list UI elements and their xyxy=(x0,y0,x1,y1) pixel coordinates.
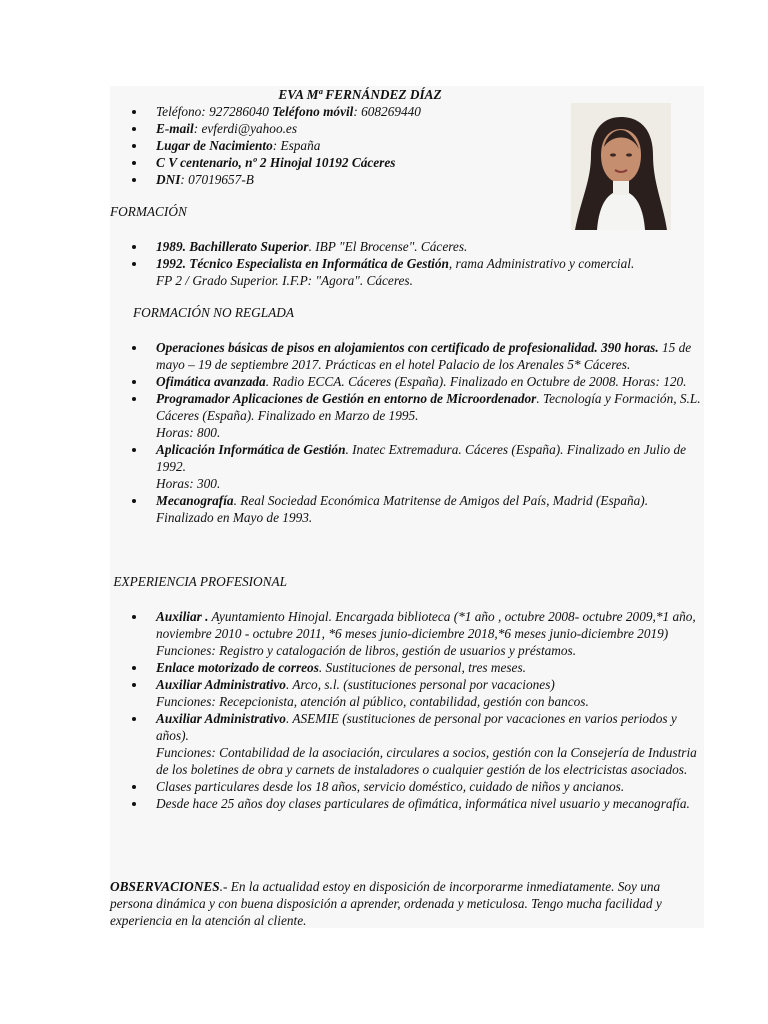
formacion-no-reglada-list xyxy=(110,339,704,526)
job-item: Desde hace 25 años doy clases particulares de ofimática, informática nivel usuario y mecanografía. xyxy=(110,795,704,812)
course-item: Mecanografía. Real Sociedad Económica Matritense de Amigos del País, Madrid (España). Finalizado en Mayo de 1993. xyxy=(110,492,704,526)
contact-phone: Teléfono: 927286040 Teléfono móvil: 608269440 xyxy=(110,103,560,120)
job-item: Enlace motorizado de correos. Sustituciones de personal, tres meses. xyxy=(110,659,704,676)
course-item: Aplicación Informática de Gestión. Inatec Extremadura. Cáceres (España). Finalizado en Julio de 1992. Horas: 300. xyxy=(110,441,704,492)
observaciones-paragraph: OBSERVACIONES.- En la actualidad estoy en disposición de incorporarme inmediatamente. Soy una persona dinámica y con buena disposición a aprender, ordenada y meticulosa. Tengo mucha facilidad y experiencia en la atención al cliente. xyxy=(110,879,662,928)
section-heading-experiencia: EXPERIENCIA PROFESIONAL xyxy=(110,574,288,589)
job-item: Auxiliar Administrativo. ASEMIE (sustituciones de personal por vacaciones en varios periodos y años). Funciones: Contabilidad de la asociación, circulares a socios, gestión con la Consejería de Industria de los boletines de obra y carnets de instaladores o cualquier gestión de los electricistas asociados. xyxy=(110,710,704,778)
job-item: Clases particulares desde los 18 años, servicio doméstico, cuidado de niños y ancianos. xyxy=(110,778,704,795)
person-name: EVA Mª FERNÁNDEZ DÍAZ xyxy=(278,87,442,102)
contact-dni: DNI: 07019657-B xyxy=(110,171,560,188)
contact-address: C V centenario, nº 2 Hinojal 10192 Cáceres xyxy=(110,154,560,171)
contact-list xyxy=(110,103,560,188)
job-item: Auxiliar . Ayuntamiento Hinojal. Encargada biblioteca (*1 año , octubre 2008- octubre 2009,*1 año, noviembre 2010 - octubre 2011, *6 meses junio-diciembre 2018,*6 meses junio-diciembre 2019) Funciones: Registro y catalogación de libros, gestión de usuarios y préstamos. xyxy=(110,608,704,659)
portrait-image xyxy=(571,103,671,230)
job-item: Auxiliar Administrativo. Arco, s.l. (sustituciones personal por vacaciones) Funciones: Recepcionista, atención al público, contabilidad, gestión con bancos. xyxy=(110,676,704,710)
profile-photo xyxy=(571,103,671,230)
course-item: Operaciones básicas de pisos en alojamientos con certificado de profesionalidad. 390 horas. 15 de mayo – 19 de septiembre 2017. Prácticas en el hotel Palacio de los Arenales 5* Cáceres. xyxy=(110,339,704,373)
formacion-item: 1992. Técnico Especialista en Informática de Gestión, rama Administrativo y comercial. FP 2 / Grado Superior. I.F.P: "Agora". Cáceres. xyxy=(110,255,650,289)
course-item: Programador Aplicaciones de Gestión en entorno de Microordenador. Tecnología y Formación, S.L. Cáceres (España). Finalizado en Marzo de 1995. Horas: 800. xyxy=(110,390,704,441)
formacion-list xyxy=(110,238,650,289)
experiencia-list xyxy=(110,608,704,812)
formacion-item: 1989. Bachillerato Superior. IBP "El Brocense". Cáceres. xyxy=(110,238,650,255)
section-heading-formacion: FORMACIÓN xyxy=(110,204,187,219)
course-item: Ofimática avanzada. Radio ECCA. Cáceres (España). Finalizado en Octubre de 2008. Horas: 120. xyxy=(110,373,704,390)
contact-birthplace: Lugar de Nacimiento: España xyxy=(110,137,560,154)
section-heading-formacion-no-reglada: FORMACIÓN NO REGLADA xyxy=(133,305,295,320)
contact-email: E-mail: evferdi@yahoo.es xyxy=(110,120,560,137)
